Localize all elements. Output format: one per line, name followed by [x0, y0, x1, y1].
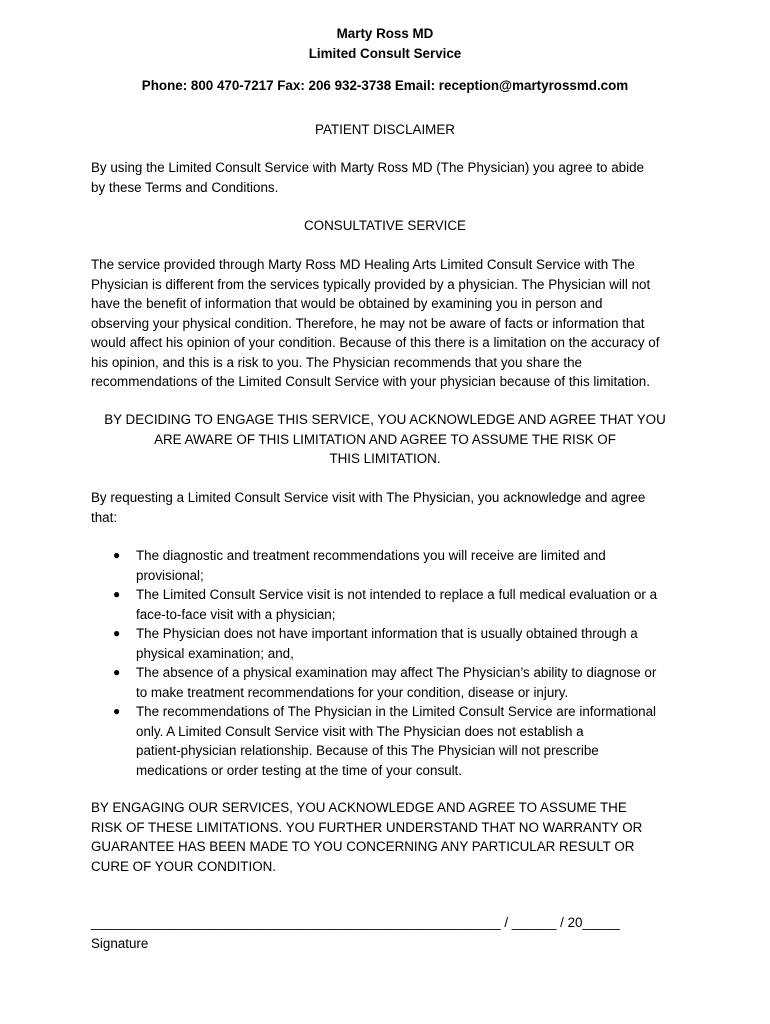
list-item-line: The recommendations of The Physician in the Limited Consult Service are informational: [136, 704, 657, 719]
list-item: [91, 546, 691, 585]
paragraph-line: BY DECIDING TO ENGAGE THIS SERVICE, YOU ACKNOWLEDGE AND AGREE THAT YOU: [104, 412, 666, 427]
list-item-line: The Limited Consult Service visit is not intended to replace a full medical evaluation or a: [136, 587, 658, 602]
paragraph-line: GUARANTEE HAS BEEN MADE TO YOU CONCERNING ANY PARTICULAR RESULT OR: [91, 839, 635, 854]
paragraph-line: his opinion, and this is a risk to you. The Physician recommends that you share the: [91, 354, 583, 370]
list-item-line: provisional;: [136, 567, 204, 583]
bullet-icon: ●: [113, 548, 121, 562]
list-item-line: The diagnostic and treatment recommendations you will receive are limited and: [136, 548, 606, 563]
bullet-icon: ●: [113, 704, 121, 718]
list-item-line: The Physician does not have important information that is usually obtained through a: [136, 626, 638, 641]
paragraph-line: By requesting a Limited Consult Service visit with The Physician, you acknowledge and agree: [91, 490, 646, 505]
paragraph-line: BY ENGAGING OUR SERVICES, YOU ACKNOWLEDGE AND AGREE TO ASSUME THE: [91, 800, 627, 815]
bullet-icon: ●: [113, 587, 121, 601]
service-name: Limited Consult Service: [308, 46, 462, 61]
paragraph-line: by these Terms and Conditions.: [91, 179, 279, 195]
list-item: [91, 624, 691, 663]
list-item-line: only. A Limited Consult Service visit with The Physician does not establish a: [136, 723, 584, 739]
list-item-line: face-to-face visit with a physician;: [136, 606, 336, 622]
signature-date-line[interactable]: _______________________________________________________ / ______ / 20_____: [91, 915, 620, 930]
paragraph-line: RISK OF THESE LIMITATIONS. YOU FURTHER UNDERSTAND THAT NO WARRANTY OR: [91, 819, 643, 835]
list-item-line: The absence of a physical examination may affect The Physician’s ability to diagnose or: [136, 665, 657, 680]
bullet-icon: ●: [113, 665, 121, 679]
paragraph-line: By using the Limited Consult Service with Marty Ross MD (The Physician) you agree to abide: [91, 160, 644, 175]
list-item-line: physical examination; and,: [136, 645, 294, 661]
list-item-line: patient-physician relationship. Because of this The Physician will not prescribe: [136, 743, 599, 758]
acknowledgement-risk: [91, 798, 711, 876]
list-item: [91, 702, 691, 780]
paragraph-line: would affect his opinion of your condition. Because of this there is a limitation on the accuracy of: [91, 335, 660, 350]
document-header: [0, 24, 770, 64]
disclaimer-title: PATIENT DISCLAIMER: [315, 122, 455, 137]
paragraph-line: ARE AWARE OF THIS LIMITATION AND AGREE TO ASSUME THE RISK OF: [154, 431, 616, 447]
signature-label: Signature: [91, 936, 149, 951]
list-item-line: to make treatment recommendations for your condition, disease or injury.: [136, 684, 569, 700]
paragraph-line: recommendations of the Limited Consult Service with your physician because of this limitation.: [91, 374, 650, 389]
paragraph-line: Physician is different from the services typically provided by a physician. The Physician will not: [91, 276, 651, 292]
bullet-icon: ●: [113, 626, 121, 640]
list-item: [91, 585, 691, 624]
acknowledgement-list: [91, 546, 691, 780]
physician-name: Marty Ross MD: [336, 26, 434, 41]
list-item-line: medications or order testing at the time of your consult.: [136, 762, 462, 778]
paragraph-line: have the benefit of information that would be obtained by examining you in person and: [91, 296, 603, 311]
request-paragraph: [91, 488, 691, 527]
paragraph-line: The service provided through Marty Ross MD Healing Arts Limited Consult Service with The: [91, 257, 635, 272]
acknowledgement-limitation: [60, 410, 710, 469]
paragraph-line: CURE OF YOUR CONDITION.: [91, 858, 276, 874]
contact-line: Phone: 800 470-7217 Fax: 206 932-3738 Email: reception@martyrossmd.com: [141, 78, 629, 93]
list-item: [91, 663, 691, 702]
paragraph-line: THIS LIMITATION.: [329, 451, 441, 466]
intro-paragraph: [91, 158, 691, 197]
consultative-title: CONSULTATIVE SERVICE: [304, 218, 466, 233]
paragraph-line: that:: [91, 509, 118, 525]
paragraph-line: observing your physical condition. Therefore, he may not be aware of facts or information that: [91, 315, 645, 331]
service-paragraph: [91, 255, 691, 392]
